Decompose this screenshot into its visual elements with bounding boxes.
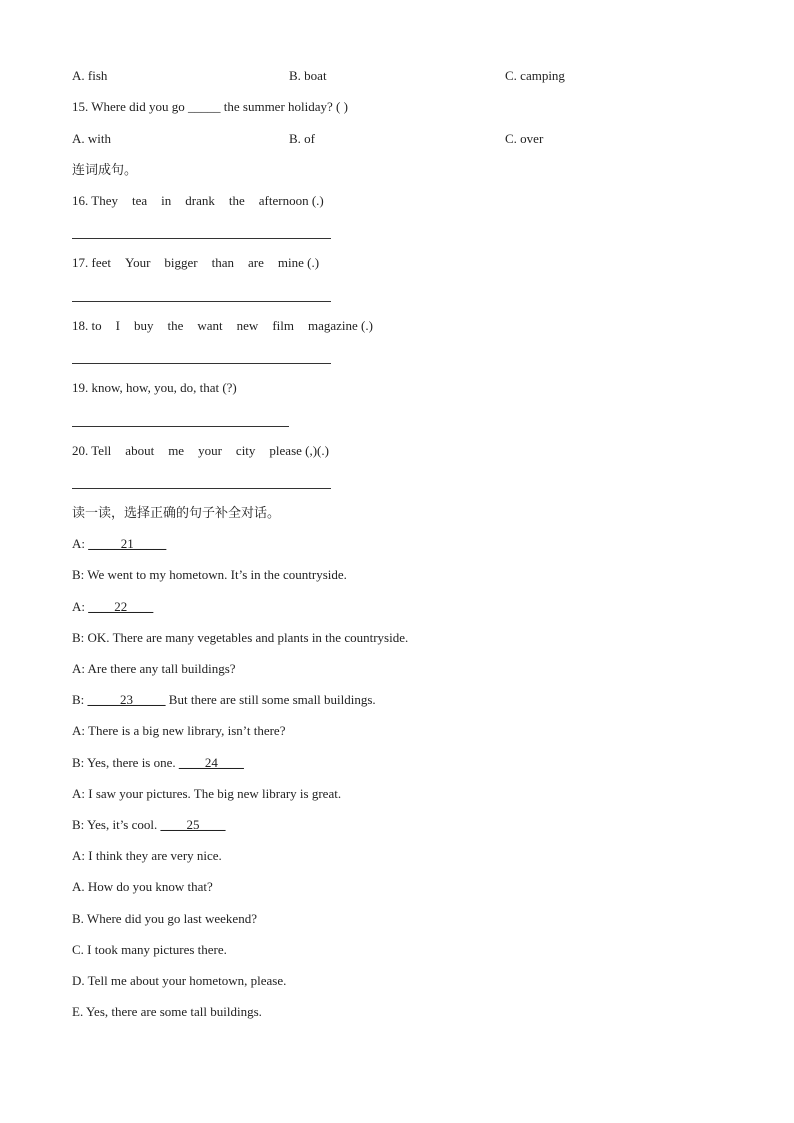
q20-answer-line[interactable] — [72, 488, 331, 489]
blank-25[interactable]: ____25____ — [160, 817, 226, 832]
section-heading-dialogue: 读一读，选择正确的句子补全对话。 — [72, 505, 281, 520]
blank-22[interactable]: ____22____ — [88, 599, 154, 614]
word: I — [115, 318, 120, 333]
word: in — [161, 193, 172, 208]
dialogue-text: A: I think they are very nice. — [72, 848, 222, 863]
dialogue-text: B: — [72, 692, 88, 707]
word: 20. Tell — [72, 443, 112, 458]
dialogue-line-11 — [72, 848, 222, 864]
section-heading-sentence-building: 连词成句。 — [72, 162, 138, 177]
blank-21[interactable]: _____21_____ — [88, 536, 167, 551]
q19-words: 19. know, how, you, do, that (?) — [72, 380, 237, 395]
q15-stem: 15. Where did you go _____ the summer holiday? ( ) — [72, 99, 348, 114]
dialogue-text: B: OK. There are many vegetables and plants in the countryside. — [72, 630, 409, 645]
word: magazine (.) — [307, 318, 373, 333]
word: tea — [131, 193, 148, 208]
word: me — [168, 443, 185, 458]
q16-words — [72, 193, 324, 209]
word: than — [211, 255, 235, 270]
word: 17. feet — [72, 255, 111, 270]
q20-words — [72, 443, 329, 459]
dialogue-line-9 — [72, 786, 341, 802]
choice-c: C. I took many pictures there. — [72, 942, 227, 957]
dialogue-text: A: There is a big new library, isn’t there? — [72, 723, 286, 738]
dialogue-line-4 — [72, 630, 408, 646]
dialogue-text: B: Yes, there is one. — [72, 755, 179, 770]
dialogue-text: B: Yes, it’s cool. — [72, 817, 161, 832]
word: mine (.) — [277, 255, 320, 270]
dialogue-text: A: Are there any tall buildings? — [72, 661, 236, 676]
choice-d: D. Tell me about your hometown, please. — [72, 973, 287, 988]
q15-option-b: B. of — [289, 131, 315, 146]
q14-option-c: C. camping — [505, 68, 565, 83]
choice-b: B. Where did you go last weekend? — [72, 911, 257, 926]
q14-option-b: B. boat — [289, 68, 327, 83]
word: your — [198, 443, 222, 458]
word: 16. They — [72, 193, 118, 208]
word: 18. to — [72, 318, 102, 333]
word: bigger — [164, 255, 198, 270]
blank-23[interactable]: _____23_____ — [87, 692, 166, 707]
q14-option-a: A. fish — [72, 68, 108, 83]
dialogue-line-5 — [72, 661, 236, 677]
dialogue-text: But there are still some small buildings. — [165, 692, 376, 707]
dialogue-line-7 — [72, 723, 285, 739]
q18-answer-line[interactable] — [72, 363, 331, 364]
choice-e: E. Yes, there are some tall buildings. — [72, 1004, 262, 1019]
dialogue-text: A: I saw your pictures. The big new library is great. — [72, 786, 342, 801]
word: new — [236, 318, 259, 333]
word: about — [125, 443, 155, 458]
dialogue-text: B: We went to my hometown. It’s in the countryside. — [72, 567, 347, 582]
word: Your — [124, 255, 151, 270]
word: afternoon (.) — [258, 193, 324, 208]
dialogue-line-1 — [72, 536, 166, 552]
dialogue-line-8 — [72, 755, 244, 771]
q16-answer-line[interactable] — [72, 238, 331, 239]
dialogue-text: A: — [72, 536, 89, 551]
choice-a: A. How do you know that? — [72, 879, 213, 894]
word: are — [248, 255, 264, 270]
dialogue-text: A: — [72, 599, 89, 614]
q15-option-c: C. over — [505, 131, 544, 146]
dialogue-line-3 — [72, 599, 153, 615]
dialogue-line-10 — [72, 817, 226, 833]
q18-words — [72, 318, 373, 334]
word: buy — [133, 318, 154, 333]
q19-answer-line[interactable] — [72, 426, 289, 427]
dialogue-line-6 — [72, 692, 376, 708]
word: the — [228, 193, 245, 208]
word: drank — [185, 193, 215, 208]
word: please (,)(.) — [269, 443, 329, 458]
q15-option-a: A. with — [72, 131, 111, 146]
word: want — [197, 318, 223, 333]
q17-words — [72, 255, 319, 271]
word: the — [167, 318, 184, 333]
dialogue-line-2 — [72, 567, 347, 583]
blank-24[interactable]: ____24____ — [178, 755, 244, 770]
word: city — [235, 443, 256, 458]
q17-answer-line[interactable] — [72, 301, 331, 302]
word: film — [272, 318, 294, 333]
